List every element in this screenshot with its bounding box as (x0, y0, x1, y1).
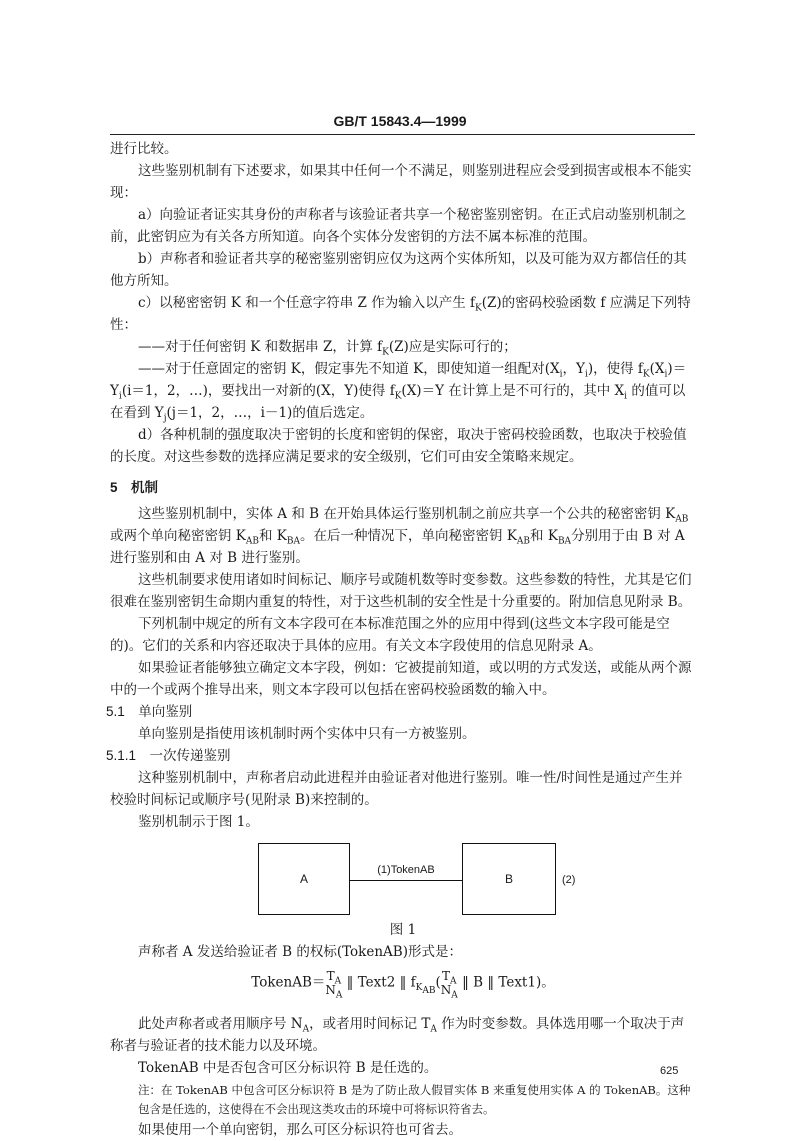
note: 注：在 TokenAB 中包含可区分标识符 B 是为了防止敌人假冒实体 B 来重复使用实体 A 的 TokenAB。这种包含是任选的，这使得在不会出现这类攻击的环境中可将标识符省去。 (138, 1083, 691, 1116)
paragraph: a）向验证者证实其身份的声称者与该验证者共享一个秘密鉴别密钥。在正式启动鉴别机制之前，此密钥应为有关各方所知道。向各个实体分发密钥的方法不属本标准的范围。 (110, 207, 687, 245)
page-header: GB/T 15843.4—1999 (333, 113, 467, 129)
paragraph: 这些鉴别机制有下述要求，如果其中任何一个不满足，则鉴别进程应会受到损害或根本不能实现： (110, 163, 692, 201)
paragraph: 单向鉴别是指使用该机制时两个实体中只有一方被鉴别。 (138, 726, 476, 742)
arrow-label: (1)TokenAB (377, 864, 435, 876)
paragraph: c）以秘密密钥 K 和一个任意字符串 Z 作为输入以产生 $f_K(Z)$的密码校验函数 f 应满足下列特性： (110, 295, 691, 333)
paragraph: 鉴别机制示于图 1。 (138, 814, 259, 830)
entity-b-box: B (462, 843, 556, 915)
document-body (106, 138, 696, 1141)
subsection-heading: 5.1.1 一次传递鉴别 (106, 748, 231, 763)
paragraph: ——对于任何密钥 K 和数据串 Z，计算 $f_K(Z)$应是实际可行的； (138, 339, 517, 358)
paragraph: b）声称者和验证者共享的秘密鉴别密钥应仅为这两个实体所知，以及可能为双方都信任的其他方所知。 (110, 251, 687, 289)
paragraph: ——对于任意固定的密钥 K，假定事先不知道 K，即使知道一组配对($X_i$，$Y_i$)，使得 $f_K(X_i)=Y_i(i=1$，2，…)，要找出一对新的(X，Y)使得 $f_K(X)=Y$ 在计算上是不可行的，其中 $X_i$ 的值可以在看到 $Y_j(j=1$，2，…，i－1)的值后选定。 (110, 361, 687, 424)
paragraph: 下列机制中规定的所有文本字段可在本标准范围之外的应用中得到(这些文本字段可能是空的)。它们的关系和内容还取决于具体的应用。有关文本字段使用的信息见附录 A。 (110, 616, 670, 654)
paragraph: 这些机制要求使用诸如时间标记、顺序号或随机数等时变参数。这些参数的特性，尤其是它们很难在鉴别密钥生命期内重复的特性，对于这些机制的安全性是十分重要的。附加信息见附录 B。 (110, 572, 692, 610)
paragraph: 进行比较。 (110, 141, 178, 157)
paragraph: d）各种机制的强度取决于密钥的长度和密钥的保密，取决于密码校验函数，也取决于校验值的长度。对这些参数的选择应满足要求的安全级别，它们可由安全策略来规定。 (110, 427, 687, 465)
section-heading: 5 机制 (110, 480, 159, 495)
token-formula: $TokenAB=T_A$ $N_A$ ‖ Text2 ‖ $f_{K_{AB}}(T_A$ $N_A$ ‖ B ‖ Text1)。 (251, 969, 555, 1001)
arrow-line (350, 880, 462, 881)
page-number: 625 (660, 1065, 679, 1077)
figure-caption: 图 1 (389, 922, 417, 938)
figure-1 (110, 839, 696, 917)
paragraph: TokenAB 中是否包含可区分标识符 B 是任选的。 (138, 1060, 438, 1076)
subsection-heading: 5.1 单向鉴别 (106, 704, 193, 719)
entity-a-box: A (258, 843, 350, 915)
paragraph: 声称者 A 发送给验证者 B 的权标(TokenAB)形式是： (138, 944, 462, 960)
paragraph: 这些鉴别机制中，实体 A 和 B 在开始具体运行鉴别机制之前应共享一个公共的秘密密钥 $K_{AB}$或两个单向秘密密钥 $K_{AB}$和 $K_{BA}$。在后一种情况下，单向秘密密钥 $K_{AB}$和 $K_{BA}$分别用于由 B 对 A 进行鉴别和由 A 对 B 进行鉴别。 (110, 506, 689, 566)
header-rule (110, 134, 695, 135)
step-label: (2) (562, 874, 576, 886)
paragraph: 这种鉴别机制中，声称者启动此进程并由验证者对他进行鉴别。唯一性/时间性是通过产生并校验时间标记或顺序号(见附录 B)来控制的。 (110, 770, 683, 808)
paragraph: 如果使用一个单向密钥，那么可区分标识符也可省去。 (138, 1122, 462, 1138)
paragraph: 如果验证者能够独立确定文本字段，例如：它被提前知道，或以明的方式发送，或能从两个源中的一个或两个推导出来，则文本字段可以包括在密码校验函数的输入中。 (110, 660, 692, 698)
paragraph: 此处声称者或者用顺序号 $N_A$，或者用时间标记 $T_A$ 作为时变参数。具体选用哪一个取决于声称者与验证者的技术能力以及环境。 (110, 1016, 685, 1054)
